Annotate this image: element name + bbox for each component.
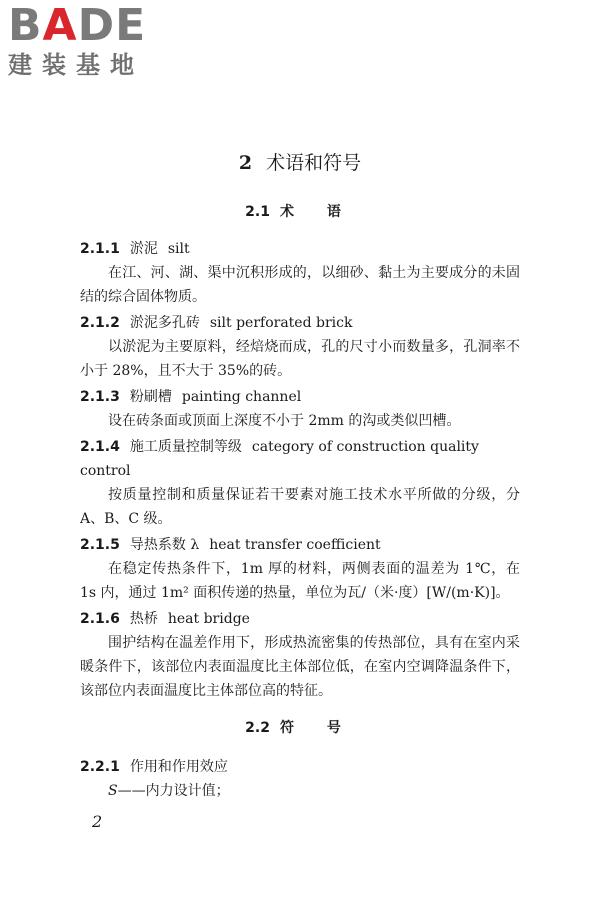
- term-number: 2.1.1: [80, 241, 120, 257]
- term-number: 2.1.4: [80, 439, 120, 455]
- term-en: heat bridge: [167, 611, 250, 627]
- symbol-meaning: 内力设计值；: [145, 783, 230, 799]
- symbol-dash: ——: [117, 783, 146, 799]
- term-cn: 淤泥多孔砖: [129, 315, 200, 331]
- term-definition: 以淤泥为主要原料，经焙烧而成，孔的尺寸小而数量多，孔洞率不小于 28%，且不大于 35%的砖。: [80, 339, 520, 379]
- term-definition: 按质量控制和质量保证若干要素对施工技术水平所做的分级，分 A、B、C 级。: [80, 487, 520, 527]
- term-en: silt perforated brick: [209, 315, 353, 331]
- bade-logo: [8, 0, 183, 80]
- term-number: 2.1.5: [80, 537, 120, 553]
- symbol-group-title: 作用和作用效应: [129, 759, 228, 775]
- term-en: painting channel: [181, 389, 302, 405]
- term-en: silt: [167, 241, 190, 257]
- symbol-group-heading: [80, 755, 520, 779]
- section-title-text: 符 号: [279, 720, 355, 736]
- term-cn: 淤泥: [129, 241, 158, 257]
- term-heading: [80, 237, 520, 261]
- term-en: category of construction quality control: [80, 439, 479, 479]
- term-number: 2.1.2: [80, 315, 120, 331]
- section-title-terms: [0, 201, 600, 221]
- chapter-title: [0, 148, 600, 175]
- term-en: heat transfer coefficient: [209, 537, 381, 553]
- section-title-text: 术 语: [279, 204, 355, 220]
- term-definition: 在江、河、湖、渠中沉积形成的，以细砂、黏土为主要成分的未固结的综合固体物质。: [80, 265, 520, 305]
- term-heading: [80, 533, 520, 557]
- chapter-number: 2: [238, 152, 253, 174]
- section-title-symbols: [80, 717, 520, 737]
- term-number: 2.1.6: [80, 611, 120, 627]
- terms-list: [80, 237, 520, 703]
- section-number: 2.2: [245, 720, 270, 736]
- term-cn: 施工质量控制等级: [129, 439, 242, 455]
- section-number: 2.1: [245, 204, 270, 220]
- logo-subtitle: 建装基地: [8, 51, 144, 79]
- symbol-letter: S: [108, 783, 118, 799]
- term-heading: [80, 385, 520, 409]
- term-definition: 在稳定传热条件下，1m 厚的材料，两侧表面的温差为 1℃，在 1s 内，通过 1m² 面积传递的热量，单位为瓦/（米·度）[W/(m·K)]。: [80, 561, 520, 601]
- term-cn: 粉刷槽: [129, 389, 172, 405]
- page-number: 2: [92, 812, 103, 831]
- term-cn: 热桥: [129, 611, 158, 627]
- terms-content: [80, 235, 520, 803]
- chapter-title-text: 术语和符号: [266, 152, 362, 174]
- term-definition: 设在砖条面或顶面上深度不小于 2mm 的沟或类似凹槽。: [108, 413, 461, 429]
- logo-accent-letter: A: [42, 0, 78, 51]
- term-definition: 围护结构在温差作用下，形成热流密集的传热部位，具有在室内采暖条件下，该部位内表面温度比主体部位低，在室内空调降温条件下，该部位内表面温度比主体部位高的特征。: [80, 635, 520, 699]
- symbol-group-number: 2.2.1: [80, 759, 120, 775]
- term-heading: [80, 607, 520, 631]
- term-number: 2.1.3: [80, 389, 120, 405]
- term-heading: [80, 311, 520, 335]
- symbol-entry: [80, 779, 520, 803]
- symbols-section: [80, 717, 520, 803]
- logo-wordmark: BADE: [8, 0, 147, 51]
- term-cn: 导热系数 λ: [129, 537, 200, 553]
- term-heading: [80, 435, 520, 483]
